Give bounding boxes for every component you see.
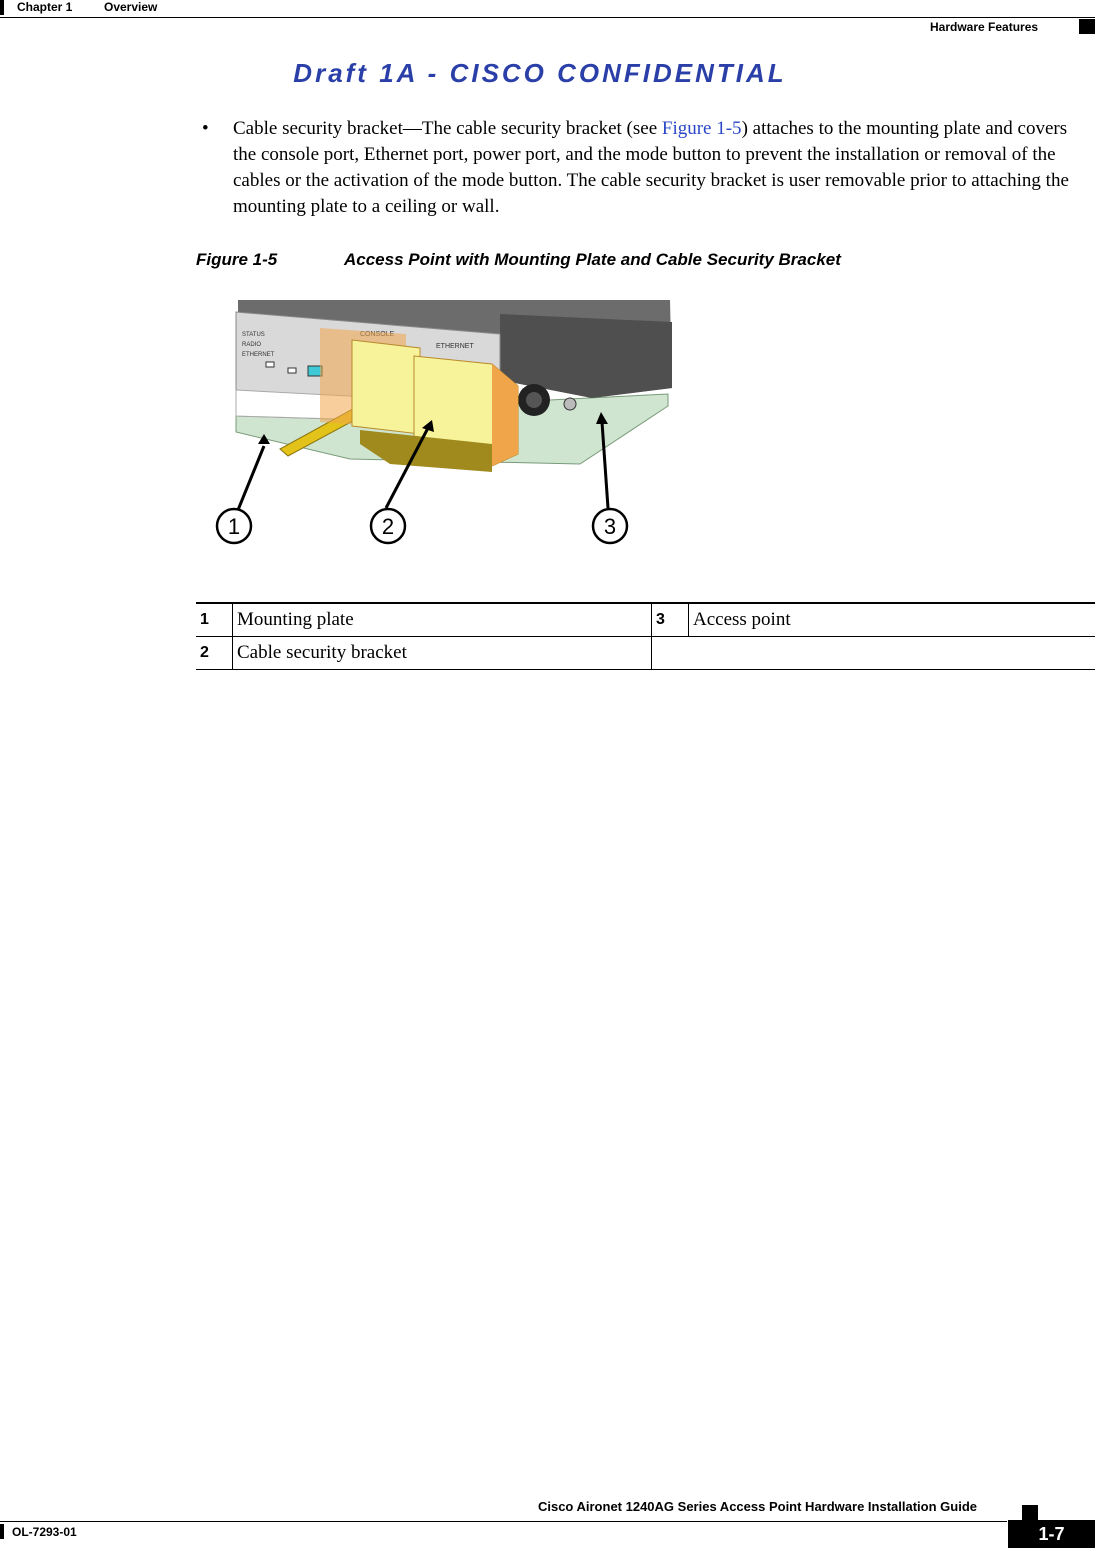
footer-guide-title: Cisco Aironet 1240AG Series Access Point Hardware Installation Guide	[537, 1499, 977, 1514]
footer-rule	[0, 1521, 1007, 1522]
power-connector-inner	[526, 392, 542, 408]
led-label-radio: RADIO	[242, 342, 262, 348]
table-cell-number: 2	[196, 637, 233, 670]
table-cell-number: 3	[652, 603, 689, 637]
led-label-ethernet: ETHERNET	[242, 352, 275, 358]
side-screw	[564, 398, 576, 410]
header-chapter: Chapter 1	[17, 0, 73, 14]
led-radio	[288, 368, 296, 373]
table-cell-description: Cable security bracket	[233, 637, 652, 670]
footer-marker	[0, 1524, 4, 1539]
callout-3-label: 3	[603, 514, 617, 539]
draft-banner: Draft 1A - CISCO CONFIDENTIAL	[293, 58, 787, 88]
table-cell-number	[652, 637, 689, 670]
table-cell-description: Access point	[689, 603, 1095, 637]
bullet-paragraph	[233, 116, 1095, 220]
table-row	[196, 637, 1095, 670]
header-section-marker	[1079, 19, 1095, 34]
led-label-status: STATUS	[242, 332, 265, 338]
access-point-illustration	[200, 294, 680, 554]
device-side-shape	[500, 314, 672, 398]
table-cell-number: 1	[196, 603, 233, 637]
callout-2-label: 2	[381, 514, 395, 539]
callout-table	[196, 602, 1095, 670]
header-rule	[0, 17, 1095, 18]
header-section: Hardware Features	[930, 20, 1039, 34]
header-marker	[0, 0, 4, 15]
port-label-ethernet: ETHERNET	[436, 343, 474, 350]
figure-link[interactable]: Figure 1-5	[661, 118, 742, 139]
footer-marker-right	[1022, 1505, 1038, 1520]
callout-1-label: 1	[227, 514, 241, 539]
header-chapter-title: Overview	[104, 0, 158, 14]
page-number: 1-7	[1008, 1520, 1095, 1548]
led-status	[266, 362, 274, 367]
mode-button	[308, 366, 322, 376]
table-row	[196, 603, 1095, 637]
paragraph-text-start: Cable security bracket—The cable security bracket (see	[233, 118, 662, 139]
figure-number: Figure 1-5	[196, 250, 278, 269]
bracket-inner-shape	[352, 340, 420, 434]
table-cell-description	[689, 637, 1095, 670]
paragraph-text-end: ) attaches to the mounting plate and covers the console port, Ethernet port, power port, and the mode button to prevent the installation or removal of the cables or the activation of the mode button. The cable security bracket is user removable prior to attaching the mounting plate to a ceiling or wall.	[233, 118, 1069, 217]
footer-doc-number: OL-7293-01	[12, 1525, 77, 1539]
figure-title: Access Point with Mounting Plate and Cable Security Bracket	[344, 250, 841, 269]
bullet-dot: •	[202, 118, 209, 139]
table-cell-description: Mounting plate	[233, 603, 652, 637]
callout-1-leader	[238, 446, 264, 510]
